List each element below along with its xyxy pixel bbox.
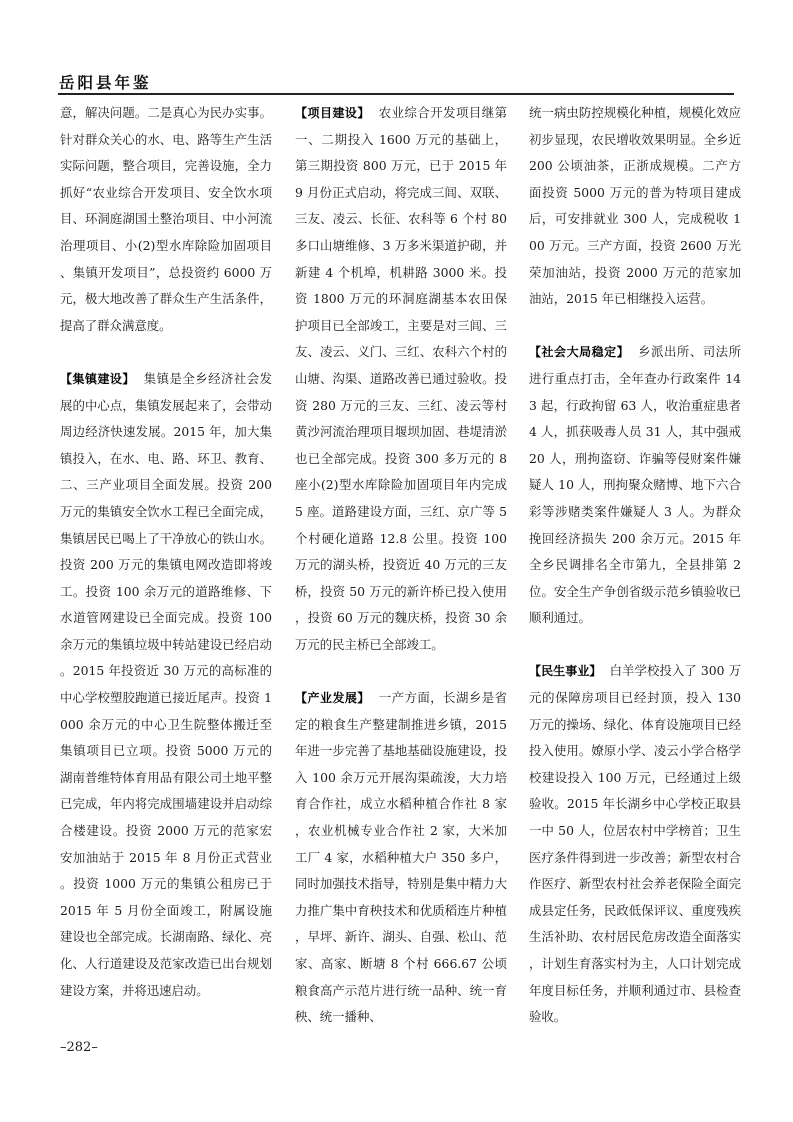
section-tag-livelihood: 【民生事业】 xyxy=(529,664,602,679)
section-tag-town-construction: 【集镇建设】 xyxy=(60,371,135,386)
text-column-2 xyxy=(295,100,507,1031)
page-number: –282– xyxy=(60,1040,98,1055)
paragraph-spacer xyxy=(60,339,272,366)
section-livelihood xyxy=(529,658,741,1030)
intro-paragraph: 意，解决问题。二是真心为民办实事。针对群众关心的水、电、路等生产生活实际问题，整合项目，完善设施，全力抓好“农业综合开发项目、安全饮水项目、环洞庭湖国土整治项目、中小河流治理项目、小(2)型水库除险加固项目、集镇开发项目”，总投资约 6000 万元，极大地改善了群众生产生活条件，提高了群众满意度。 xyxy=(60,105,272,333)
section-text-livelihood: 白羊学校投入了 300 万元的保障房项目已经封顶，投入 130 万元的操场、绿化、体育设施项目已经投入使用。嫽原小学、凌云小学合格学校建设投入 100 万元，已经通过上级验收。2015 年长湖乡中心学校正取县一中 50 人，位居农村中学榜首；卫生医疗条件得到进一步改善；新型农村合作医疗、新型农村社会养老保险全面完成县定任务，民政低保评议、重度残疾生活补助、农村居民危房改造全面落实，计划生育落实村为主，人口计划完成年度目标任务，并顺利通过市、县检查验收。 xyxy=(529,663,741,1025)
section-tag-project-construction: 【项目建设】 xyxy=(295,106,370,120)
continued-paragraph: 统一病虫防控规模化种植，规模化效应初步显现，农民增收效果明显。全乡近 200 公顷油茶，正浙成规模。二产方面投资 5000 万元的普为特项目建成后，可安排就业 300 人，完成税收 100 万元。三产方面，投资 2600 万光荣加油站，投资 2000 万元的范家加油站，2015 年已相继投入运营。 xyxy=(529,105,741,307)
section-town-construction xyxy=(60,366,272,1004)
section-project-construction xyxy=(295,100,507,658)
section-text-industry-development: 一产方面，长湖乡是省定的粮食生产整建制推进乡镇，2015 年进一步完善了基地基础设施建设，投入 100 余万元开展沟渠疏浚，大力培育合作社，成立水稻种植合作社 8 家，农业机械专业合作社 2 家，大米加工厂 4 家，水稻种植大户 350 多户，同时加强技术指导，特别是集中精力大力推广集中育秧技术和优质稻连片种植，早坪、新许、湖头、自强、松山、范家、高家、断塘 8 个村 666.67 公顷粮食高产示范片进行统一品种、统一育秧、统一播种、 xyxy=(295,690,507,1025)
section-text-social-stability: 乡派出所、司法所进行重点打击，全年查办行政案件 143 起，行政拘留 63 人，收治重症患者 4 人，抓获吸毒人员 31 人，其中强戒 20 人，刑拘盗窃、诈骗等侵财案件嫌疑人 10 人，刑拘聚众赌博、地下六合彩等涉赌类案件嫌疑人 3 人。为群众挽回经济损失 200 余万元。2015 年全乡民调排名全市第九，全县排第 2 位。安全生产争创省级示范乡镇验收已顺利通过。 xyxy=(529,344,741,626)
section-text-town-construction: 集镇是全乡经济社会发展的中心点，集镇发展起来了，会带动周边经济快速发展。2015 年，加大集镇投入，在水、电、路、环卫、教育、二、三产业项目全面发展。投资 200 万元的集镇安全饮水工程已全面完成，集镇居民已喝上了干净放心的铁山水。投资 200 万元的集镇电网改造即将竣工。投资 100 余万元的道路维修、下水道管网建设已全面完成。投资 100 余万元的集镇垃圾中转站建设已经启动。2015 年投资近 30 万元的高标准的中心学校塑胶跑道已接近尾声。投资 1000 余万元的中心卫生院整体搬迁至集镇项目已立项。投资 5000 万元的湖南普维特体育用品有限公司土地平整已完成，年内将完成围墙建设并启动综合楼建设。投资 2000 万元的范家宏安加油站于 2015 年 8 月份正式营业。投资 1000 万元的集镇公租房已于 2015 年 5 月份全面竣工，附属设施建设也全部完成。长湖南路、绿化、亮化、人行道建设及范家改造已出台规划建设方案，并将迅速启动。 xyxy=(60,370,272,998)
section-text-project-construction: 农业综合开发项目继第一、二期投入 1600 万元的基础上，第三期投资 800 万元，已于 2015 年 9 月份正式启动，将完成三闾、双联、三友、凌云、长征、农科等 6 个村 80 多口山塘维修、3 万多米渠道护砌，并新建 4 个机埠，机耕路 3000 米。投资 1800 万元的环洞庭湖基本农田保护项目已全部竣工，主要是对三闾、三友、凌云、义门、三红、农科六个村的山塘、沟渠、道路改善已通过验收。投资 280 万元的三友、三红、凌云等村黄沙河流治理项目堰坝加固、巷堤清淤也已全部完成。投资 300 多万元的 8 座小(2)型水库除险加固项目年内完成 5 座。道路建设方面，三红、京广等 5 个村硬化道路 12.8 公里。投资 100 万元的湖头桥，投资近 40 万元的三友桥，投资 50 万元的新许桥已投入使用，投资 60 万元的魏庆桥，投资 30 余万元的民主桥已全部竣工。 xyxy=(295,105,507,652)
text-column-3 xyxy=(529,100,741,1031)
text-column-1 xyxy=(60,100,272,1004)
section-tag-social-stability: 【社会大局稳定】 xyxy=(529,345,630,360)
header-divider xyxy=(58,93,734,95)
yearbook-title: 岳阳县年鉴 xyxy=(59,74,152,92)
paragraph-spacer xyxy=(529,632,741,659)
section-tag-industry-development: 【产业发展】 xyxy=(295,691,370,706)
paragraph-spacer xyxy=(295,658,507,685)
section-social-stability xyxy=(529,339,741,632)
section-industry-development xyxy=(295,685,507,1031)
paragraph-spacer xyxy=(529,313,741,340)
